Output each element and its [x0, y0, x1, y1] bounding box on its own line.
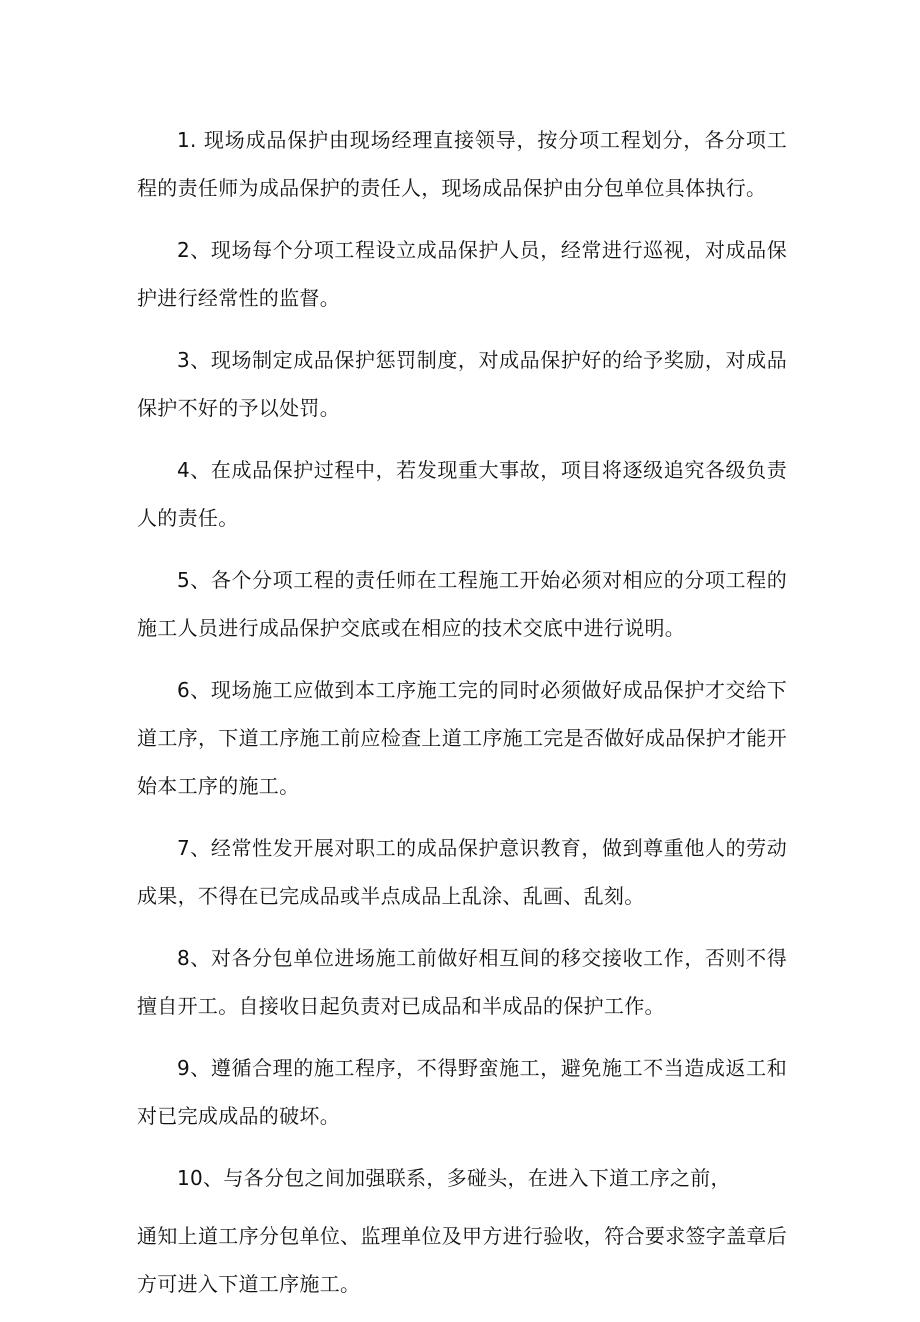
- paragraph-3: 3、现场制定成品保护惩罚制度，对成品保护好的给予奖励，对成品保护不好的予以处罚。: [137, 348, 787, 420]
- paragraph-4: 4、在成品保护过程中，若发现重大事故，项目将逐级追究各级负责人的责任。: [137, 458, 787, 530]
- paragraph-7: 7、经常性发开展对职工的成品保护意识教育，做到尊重他人的劳动成果，不得在已完成品或半点成品上乱涂、乱画、乱刻。: [137, 836, 787, 908]
- paragraph-6: 6、现场施工应做到本工序施工完的同时必须做好成品保护才交给下道工序，下道工序施工前应检查上道工序施工完是否做好成品保护才能开始本工序的施工。: [137, 678, 787, 798]
- paragraph-2: 2、现场每个分项工程设立成品保护人员，经常进行巡视，对成品保护进行经常性的监督。: [137, 238, 787, 310]
- paragraph-8: 8、对各分包单位进场施工前做好相互间的移交接收工作，否则不得擅自开工。自接收日起负责对已成品和半成品的保护工作。: [137, 946, 787, 1018]
- paragraph-9: 9、遵循合理的施工程序，不得野蛮施工，避免施工不当造成返工和对已完成成品的破坏。: [137, 1056, 787, 1128]
- document-body: [137, 116, 787, 1322]
- paragraph-5: 5、各个分项工程的责任师在工程施工开始必须对相应的分项工程的施工人员进行成品保护交底或在相应的技术交底中进行说明。: [137, 568, 787, 640]
- paragraph-10: 10、与各分包之间加强联系，多碰头，在进入下道工序之前，: [177, 1166, 731, 1190]
- paragraph-1: 1. 现场成品保护由现场经理直接领导，按分项工程划分，各分项工程的责任师为成品保护的责任人，现场成品保护由分包单位具体执行。: [137, 128, 787, 200]
- paragraph-10-continuation: 通知上道工序分包单位、监理单位及甲方进行验收，符合要求签字盖章后方可进入下道工序施工。: [137, 1224, 787, 1296]
